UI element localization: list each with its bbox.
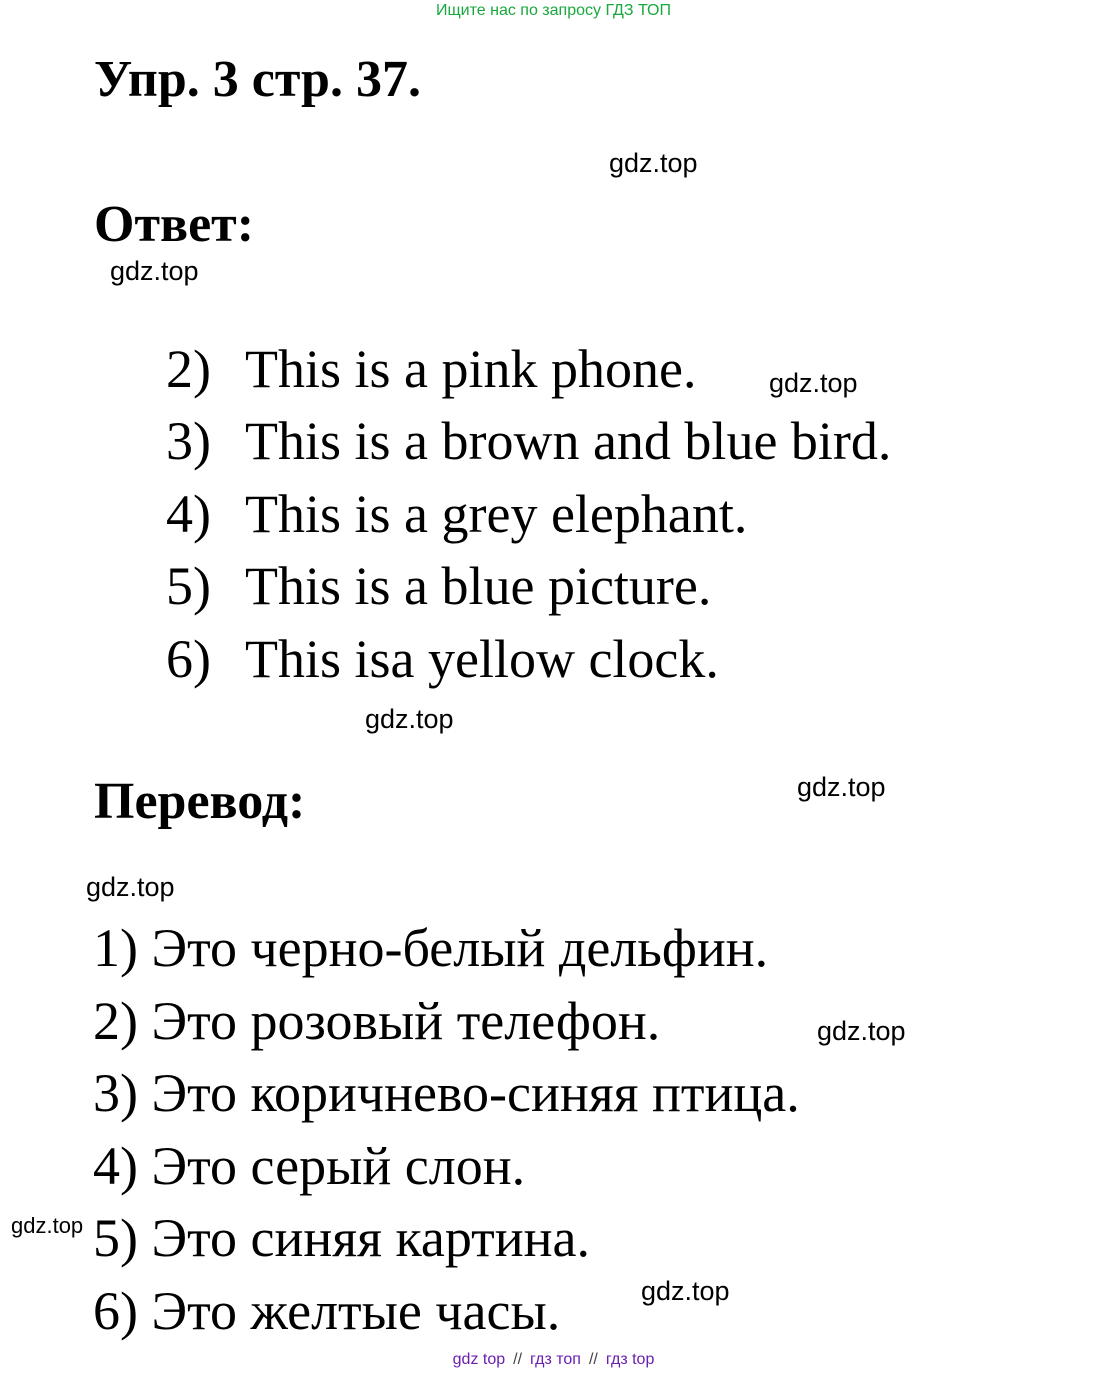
answer-heading: Ответ: bbox=[94, 196, 255, 253]
translation-line: 4) Это серый слон. bbox=[93, 1136, 526, 1196]
translation-line: 1) Это черно-белый дельфин. bbox=[93, 918, 769, 978]
footer-link[interactable]: гдз топ bbox=[530, 1351, 581, 1368]
translation-line: 5) Это синяя картина. bbox=[93, 1208, 590, 1268]
top-banner: Ищите нас по запросу ГДЗ ТОП bbox=[436, 2, 671, 19]
answer-number: 3) bbox=[166, 411, 211, 471]
answer-number: 5) bbox=[166, 556, 211, 616]
translation-heading: Перевод: bbox=[94, 773, 306, 830]
watermark: gdz.top bbox=[86, 872, 175, 902]
watermark: gdz.top bbox=[797, 772, 886, 802]
footer-link[interactable]: гдз top bbox=[605, 1351, 655, 1368]
watermark: gdz.top bbox=[365, 704, 454, 734]
answer-number: 6) bbox=[166, 629, 211, 689]
watermark: gdz.top bbox=[641, 1276, 730, 1306]
watermark: gdz.top bbox=[817, 1016, 906, 1046]
footer-separator: // bbox=[513, 1351, 523, 1368]
answer-text: This is a brown and blue bird. bbox=[245, 411, 892, 471]
footer-separator: // bbox=[588, 1351, 598, 1368]
answer-number: 4) bbox=[166, 484, 211, 544]
answer-text: This isa yellow clock. bbox=[245, 629, 719, 689]
answer-text: This is a blue picture. bbox=[245, 556, 712, 616]
answer-line bbox=[166, 627, 719, 691]
watermark: gdz.top bbox=[769, 368, 858, 398]
answer-number: 2) bbox=[166, 339, 211, 399]
translation-line: 3) Это коричнево-синяя птица. bbox=[93, 1063, 800, 1123]
watermark: gdz.top bbox=[110, 256, 199, 286]
answer-line bbox=[166, 337, 696, 401]
footer-links bbox=[0, 1350, 1107, 1370]
answer-line bbox=[166, 554, 711, 618]
answer-line bbox=[166, 409, 891, 473]
page-title: Упр. 3 стр. 37. bbox=[94, 51, 421, 108]
translation-line: 2) Это розовый телефон. bbox=[93, 991, 661, 1051]
answer-text: This is a grey elephant. bbox=[245, 484, 748, 544]
watermark: gdz.top bbox=[609, 148, 698, 178]
translation-line: 6) Это желтые часы. bbox=[93, 1281, 561, 1341]
answer-text: This is a pink phone. bbox=[245, 339, 697, 399]
watermark: gdz.top bbox=[11, 1213, 84, 1238]
footer-link[interactable]: gdz top bbox=[452, 1351, 506, 1368]
answer-line bbox=[166, 482, 747, 546]
